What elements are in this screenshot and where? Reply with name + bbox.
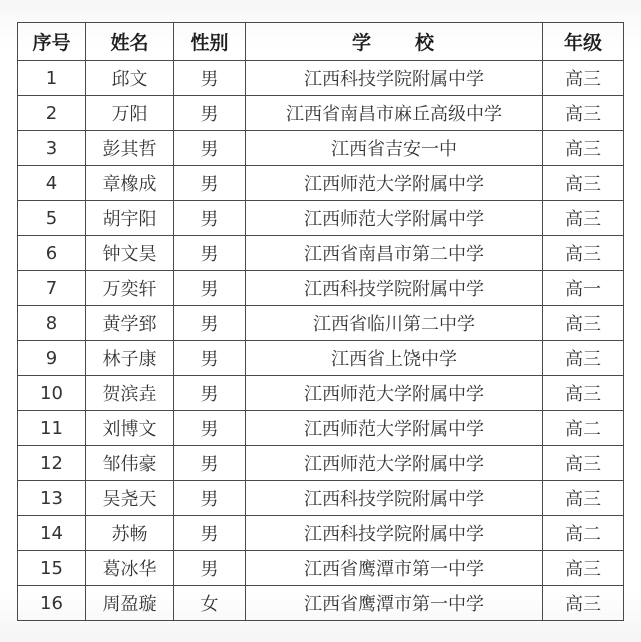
table-row — [18, 201, 624, 236]
table-row — [18, 271, 624, 306]
cell-name: 贺滨垚 — [86, 376, 174, 411]
cell-name: 葛冰华 — [86, 551, 174, 586]
cell-no: 4 — [18, 166, 86, 201]
cell-school: 江西师范大学附属中学 — [246, 446, 543, 481]
cell-grade: 高三 — [543, 376, 624, 411]
cell-grade: 高三 — [543, 306, 624, 341]
cell-school: 江西师范大学附属中学 — [246, 201, 543, 236]
cell-gender: 男 — [174, 341, 246, 376]
table-row — [18, 411, 624, 446]
cell-grade: 高三 — [543, 551, 624, 586]
table-row — [18, 481, 624, 516]
cell-name: 章橡成 — [86, 166, 174, 201]
cell-school: 江西省鹰潭市第一中学 — [246, 586, 543, 621]
cell-school: 江西省南昌市麻丘高级中学 — [246, 96, 543, 131]
cell-gender: 男 — [174, 551, 246, 586]
cell-grade: 高三 — [543, 341, 624, 376]
table-row — [18, 586, 624, 621]
cell-school: 江西科技学院附属中学 — [246, 516, 543, 551]
cell-school: 江西师范大学附属中学 — [246, 376, 543, 411]
cell-grade: 高三 — [543, 61, 624, 96]
cell-name: 邱文 — [86, 61, 174, 96]
cell-name: 黄学郅 — [86, 306, 174, 341]
cell-grade: 高三 — [543, 166, 624, 201]
cell-gender: 男 — [174, 201, 246, 236]
cell-grade: 高二 — [543, 516, 624, 551]
cell-grade: 高三 — [543, 446, 624, 481]
table-row — [18, 96, 624, 131]
cell-no: 8 — [18, 306, 86, 341]
table-row — [18, 236, 624, 271]
cell-name: 邹伟豪 — [86, 446, 174, 481]
cell-no: 15 — [18, 551, 86, 586]
table-row — [18, 131, 624, 166]
cell-grade: 高三 — [543, 96, 624, 131]
cell-grade: 高二 — [543, 411, 624, 446]
cell-gender: 男 — [174, 516, 246, 551]
header-no: 序号 — [18, 23, 86, 61]
cell-no: 9 — [18, 341, 86, 376]
cell-school: 江西省上饶中学 — [246, 341, 543, 376]
cell-grade: 高三 — [543, 236, 624, 271]
cell-name: 万阳 — [86, 96, 174, 131]
table-body — [18, 61, 624, 621]
cell-school: 江西科技学院附属中学 — [246, 61, 543, 96]
header-school: 学 校 — [246, 23, 543, 61]
header-row — [18, 23, 624, 61]
cell-grade: 高三 — [543, 481, 624, 516]
cell-gender: 男 — [174, 61, 246, 96]
cell-school: 江西师范大学附属中学 — [246, 411, 543, 446]
cell-no: 13 — [18, 481, 86, 516]
cell-name: 吴尧天 — [86, 481, 174, 516]
cell-name: 钟文昊 — [86, 236, 174, 271]
cell-school: 江西省临川第二中学 — [246, 306, 543, 341]
cell-grade: 高三 — [543, 131, 624, 166]
cell-gender: 女 — [174, 586, 246, 621]
cell-school: 江西省南昌市第二中学 — [246, 236, 543, 271]
cell-grade: 高三 — [543, 586, 624, 621]
table-row — [18, 166, 624, 201]
cell-no: 16 — [18, 586, 86, 621]
header-gender: 性别 — [174, 23, 246, 61]
cell-name: 万奕轩 — [86, 271, 174, 306]
table-row — [18, 306, 624, 341]
cell-name: 刘博文 — [86, 411, 174, 446]
cell-school: 江西师范大学附属中学 — [246, 166, 543, 201]
table-row — [18, 516, 624, 551]
cell-gender: 男 — [174, 131, 246, 166]
table-row — [18, 61, 624, 96]
cell-name: 彭其哲 — [86, 131, 174, 166]
cell-no: 7 — [18, 271, 86, 306]
table-row — [18, 341, 624, 376]
cell-grade: 高三 — [543, 201, 624, 236]
table-header — [18, 23, 624, 61]
cell-gender: 男 — [174, 166, 246, 201]
cell-grade: 高一 — [543, 271, 624, 306]
cell-no: 10 — [18, 376, 86, 411]
student-roster-table — [17, 22, 624, 621]
cell-no: 2 — [18, 96, 86, 131]
cell-name: 周盈璇 — [86, 586, 174, 621]
table-row — [18, 376, 624, 411]
cell-school: 江西省吉安一中 — [246, 131, 543, 166]
cell-no: 1 — [18, 61, 86, 96]
cell-gender: 男 — [174, 411, 246, 446]
cell-gender: 男 — [174, 446, 246, 481]
cell-gender: 男 — [174, 376, 246, 411]
cell-no: 11 — [18, 411, 86, 446]
cell-no: 6 — [18, 236, 86, 271]
header-grade: 年级 — [543, 23, 624, 61]
cell-no: 14 — [18, 516, 86, 551]
cell-school: 江西省鹰潭市第一中学 — [246, 551, 543, 586]
cell-name: 胡宇阳 — [86, 201, 174, 236]
cell-gender: 男 — [174, 481, 246, 516]
cell-no: 3 — [18, 131, 86, 166]
cell-school: 江西科技学院附属中学 — [246, 481, 543, 516]
cell-name: 苏畅 — [86, 516, 174, 551]
header-name: 姓名 — [86, 23, 174, 61]
cell-gender: 男 — [174, 306, 246, 341]
cell-school: 江西科技学院附属中学 — [246, 271, 543, 306]
cell-gender: 男 — [174, 96, 246, 131]
cell-no: 5 — [18, 201, 86, 236]
table-row — [18, 551, 624, 586]
cell-gender: 男 — [174, 271, 246, 306]
cell-gender: 男 — [174, 236, 246, 271]
cell-name: 林子康 — [86, 341, 174, 376]
cell-no: 12 — [18, 446, 86, 481]
table-row — [18, 446, 624, 481]
